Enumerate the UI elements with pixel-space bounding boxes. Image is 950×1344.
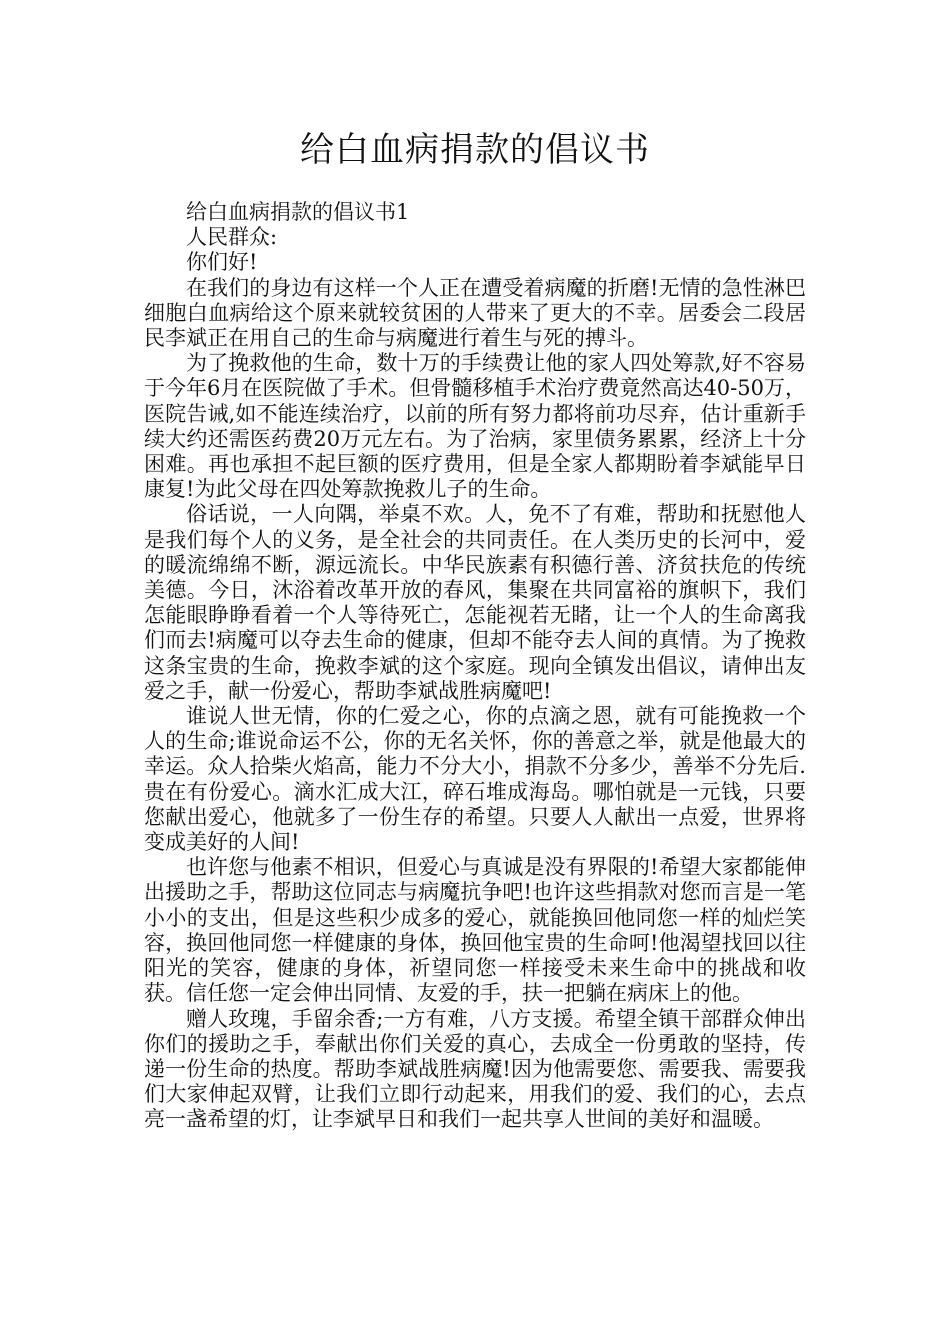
paragraph: 赠人玫瑰，手留余香;一方有难，八方支援。希望全镇干部群众伸出你们的援助之手，奉献出你们关爱的真心，去成全一份勇敢的坚持，传递一份生命的热度。帮助李斌战胜病魔!因为他需要您、需要我、需要我们大家伸起双臂，让我们立即行动起来，用我们的爱、我们的心，去点亮一盏希望的灯，让李斌早日和我们一起共享人世间的美好和温暖。	[144, 1006, 806, 1132]
salutation: 人民群众:	[186, 225, 278, 250]
paragraph: 也许您与他素不相识，但爱心与真诚是没有界限的!希望大家都能伸出援助之手，帮助这位同志与病魔抗争吧!也许这些捐款对您而言是一笔小小的支出，但是这些积少成多的爱心，就能换回他同您一样的灿烂笑容，换回他同您一样健康的身体，换回他宝贵的生命呵!他渴望找回以往阳光的笑容，健康的身体，祈望同您一样接受未来生命中的挑战和收获。信任您一定会伸出同情、友爱的手，扶一把躺在病床上的他。	[144, 855, 806, 1006]
document-title: 给白血病捐款的倡议书	[300, 130, 650, 170]
paragraph: 在我们的身边有这样一个人正在遭受着病魔的折磨!无情的急性淋巴细胞白血病给这个原来就较贫困的人带来了更大的不幸。居委会二段居民李斌正在用自己的生命与病魔进行着生与死的搏斗。	[144, 275, 806, 351]
paragraph: 为了挽救他的生命，数十万的手续费让他的家人四处筹款,好不容易于今年6月在医院做了手术。但骨髓移植手术治疗费竟然高达40-50万，医院告诫,如不能连续治疗，以前的所有努力都将前功尽弃，估计重新手续大约还需医药费20万元左右。为了治病，家里债务累累，经济上十分困难。再也承担不起巨额的医疗费用，但是全家人都期盼着李斌能早日康复!为此父母在四处筹款挽救儿子的生命。	[144, 351, 806, 502]
greeting: 你们好!	[186, 250, 258, 275]
heading-line: 给白血病捐款的倡议书1	[186, 200, 410, 224]
document-body	[144, 200, 806, 1133]
paragraph: 谁说人世无情，你的仁爱之心，你的点滴之恩，就有可能挽救一个人的生命;谁说命运不公，你的无名关怀，你的善意之举，就是他最大的幸运。众人拾柴火焰高，能力不分大小，捐款不分多少，善举不分先后.贵在有份爱心。滴水汇成大江，碎石堆成海岛。哪怕就是一元钱，只要您献出爱心，他就多了一份生存的希望。只要人人献出一点爱，世界将变成美好的人间!	[144, 704, 806, 855]
paragraph: 俗话说，一人向隅，举桌不欢。人，免不了有难，帮助和抚慰他人是我们每个人的义务，是全社会的共同责任。在人类历史的长河中，爱的暖流绵绵不断，源远流长。中华民族素有积德行善、济贫扶危的传统美德。今日，沐浴着改革开放的春风，集聚在共同富裕的旗帜下，我们怎能眼睁睁看着一个人等待死亡，怎能视若无睹，让一个人的生命离我们而去!病魔可以夺去生命的健康，但却不能夺去人间的真情。为了挽救这条宝贵的生命，挽救李斌的这个家庭。现向全镇发出倡议，请伸出友爱之手，献一份爱心，帮助李斌战胜病魔吧!	[144, 502, 806, 703]
